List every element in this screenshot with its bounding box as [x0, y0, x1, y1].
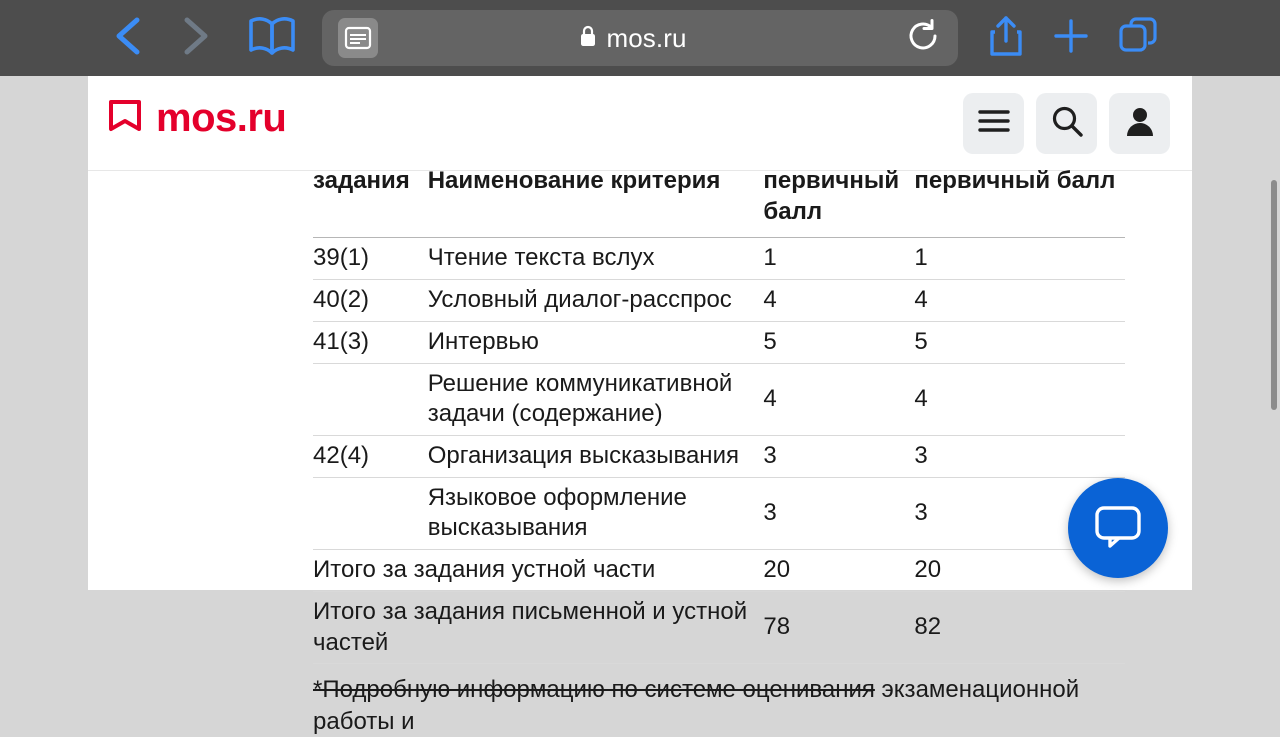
url-text: mos.ru — [606, 22, 687, 53]
footnote-text-rest: экзаменационной работы и — [313, 676, 1080, 735]
cell-primary: 1 — [763, 238, 914, 280]
table-footnote — [313, 674, 1125, 736]
cell-primary: 78 — [763, 591, 914, 663]
header-criterion-name: Наименование критерия — [428, 161, 764, 238]
account-button[interactable] — [1109, 93, 1170, 154]
search-icon — [1051, 105, 1083, 142]
cell-primary: 4 — [763, 280, 914, 322]
table-row-summary — [313, 550, 1125, 592]
cell-total: 20 — [914, 550, 1125, 592]
chat-bubble-icon — [1094, 504, 1142, 553]
hamburger-menu-icon — [978, 109, 1010, 138]
site-logo[interactable] — [108, 96, 286, 141]
chevron-right-icon — [179, 14, 213, 63]
back-button[interactable] — [100, 10, 156, 66]
cell-total: 82 — [914, 591, 1125, 663]
cell-criterion: Организация высказывания — [428, 436, 764, 478]
menu-button[interactable] — [963, 93, 1024, 154]
table-row — [313, 321, 1125, 363]
cell-total: 5 — [914, 321, 1125, 363]
article-content — [88, 161, 1192, 737]
table-row-summary — [313, 591, 1125, 663]
header-actions — [963, 93, 1170, 154]
cell-summary-label: Итого за задания письменной и устной частей — [313, 591, 763, 663]
new-tab-button[interactable] — [1043, 10, 1099, 66]
table-row — [313, 238, 1125, 280]
page-scrollbar[interactable] — [1271, 180, 1277, 410]
cell-total: 1 — [914, 238, 1125, 280]
cell-primary: 3 — [763, 477, 914, 549]
page-right-margin — [1192, 76, 1280, 590]
table-row — [313, 477, 1125, 549]
web-page-viewport — [88, 76, 1192, 735]
exam-score-table — [313, 161, 1125, 664]
mos-ru-logo-icon — [108, 99, 142, 139]
cell-task-number: 39(1) — [313, 238, 428, 280]
cell-criterion: Чтение текста вслух — [428, 238, 764, 280]
share-button[interactable] — [978, 10, 1034, 66]
lock-icon — [579, 24, 597, 53]
cell-criterion: Условный диалог-расспрос — [428, 280, 764, 322]
table-row — [313, 280, 1125, 322]
header-task-number: задания — [313, 161, 428, 238]
address-bar[interactable] — [322, 10, 958, 66]
browser-toolbar — [0, 0, 1280, 76]
forward-button[interactable] — [168, 10, 224, 66]
cell-total: 4 — [914, 280, 1125, 322]
share-icon — [989, 15, 1023, 62]
cell-criterion: Решение коммуникативной задачи (содержание) — [428, 363, 764, 435]
header-total-primary-score: первичный балл — [914, 161, 1125, 238]
table-row — [313, 363, 1125, 435]
page-left-margin — [0, 76, 88, 590]
cell-task-number — [313, 363, 428, 435]
cell-summary-label: Итого за задания устной части — [313, 550, 763, 592]
tabs-icon — [1119, 17, 1157, 60]
cell-criterion: Интервью — [428, 321, 764, 363]
cell-task-number — [313, 477, 428, 549]
bookmarks-button[interactable] — [244, 10, 300, 66]
cell-task-number: 40(2) — [313, 280, 428, 322]
site-logo-text: mos.ru — [156, 96, 287, 140]
chevron-left-icon — [111, 14, 145, 63]
cell-primary: 5 — [763, 321, 914, 363]
cell-task-number: 41(3) — [313, 321, 428, 363]
reload-button[interactable] — [906, 19, 940, 58]
cell-primary: 4 — [763, 363, 914, 435]
table-row — [313, 436, 1125, 478]
site-header — [88, 76, 1192, 171]
user-account-icon — [1125, 105, 1155, 142]
table-header-row — [313, 161, 1125, 238]
book-icon — [247, 15, 297, 62]
search-button[interactable] — [1036, 93, 1097, 154]
header-primary-score: первичный балл — [763, 161, 914, 238]
cell-primary: 20 — [763, 550, 914, 592]
tabs-button[interactable] — [1110, 10, 1166, 66]
cell-total: 4 — [914, 363, 1125, 435]
url-display[interactable] — [360, 23, 906, 54]
cell-task-number: 42(4) — [313, 436, 428, 478]
cell-total: 3 — [914, 477, 1125, 549]
cell-criterion: Языковое оформление высказывания — [428, 477, 764, 549]
chat-support-button[interactable] — [1068, 478, 1168, 578]
cell-total: 3 — [914, 436, 1125, 478]
cell-primary: 3 — [763, 436, 914, 478]
plus-icon — [1053, 18, 1089, 59]
footnote-text-struck: *Подробную информацию по системе оценивания — [313, 676, 875, 704]
